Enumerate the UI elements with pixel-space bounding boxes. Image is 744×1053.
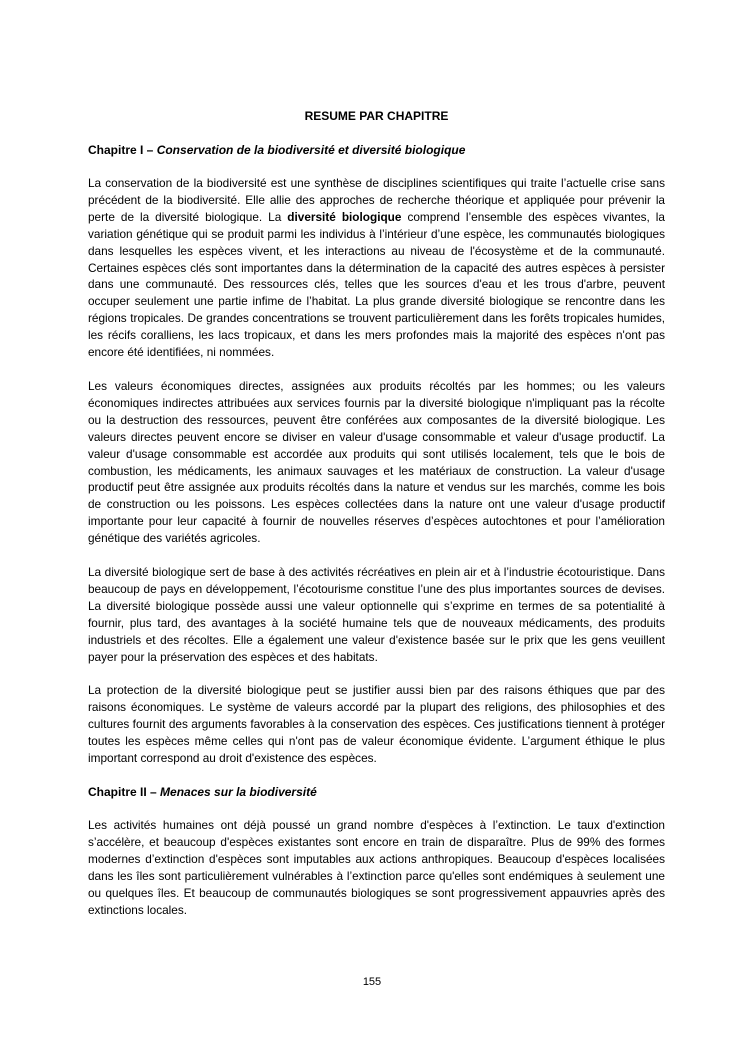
paragraph-2: Les valeurs économiques directes, assignées aux produits récoltés par les hommes; ou les valeurs économiques indirectes attribuées aux services fournis par la diversité biologique n'impliquant pas la récolte ou la destruction des ressources, peuvent être conférées aux composantes de la diversité biologique. Les valeurs directes peuvent encore se diviser en valeur d'usage consommable et valeur d'usage productif. La valeur d'usage consommable est accordée aux produits qui sont utilisés localement, tels que le bois de combustion, les médicaments, les animaux sauvages et les matériaux de construction. La valeur d'usage productif peut être assignée aux produits récoltés dans la nature et vendus sur les marchés, comme les bois de construction ou les poissons. Les espèces collectées dans la nature ont une valeur d'usage productif importante pour leur capacité à fournir de nouvelles réserves d’espèces autochtones et pour l’amélioration génétique des variétés agricoles. xyxy=(88,378,665,546)
page-title: RESUME PAR CHAPITRE xyxy=(304,109,449,123)
paragraph-3: La diversité biologique sert de base à des activités récréatives en plein air et à l’industrie écotouristique. Dans beaucoup de pays en développement, l’écotourisme constitue l’une des plus importantes sources de devises. La diversité biologique possède aussi une valeur optionnelle qui s’exprime en termes de sa potentialité à fournir, plus tard, des avantages à la société humaine tels que de nouveaux médicaments, des produits industriels et des récoltes. Elle a également une valeur d'existence basée sur le prix que les gens veuillent payer pour la préservation des espèces et des habitats. xyxy=(88,565,665,664)
paragraph-4: La protection de la diversité biologique peut se justifier aussi bien par des raisons éthiques que par des raisons économiques. Le système de valeurs accordé par la plupart des religions, des philosophies et des cultures fournit des arguments favorables à la conservation des espèces. Ces justifications tiennent à protéger toutes les espèces même celles qui n'ont pas de valeur économique évidente. L’argument éthique le plus important correspond au droit d'existence des espèces. xyxy=(88,683,665,766)
chapter-1-label: Chapitre I – xyxy=(88,143,157,157)
paragraph-1-bold-term: diversité biologique xyxy=(287,209,402,224)
chapter-2-label: Chapitre II – xyxy=(88,785,161,799)
chapter-2-subtitle: Menaces sur la biodiversité xyxy=(160,785,317,799)
paragraph-1-after: comprend l’ensemble des espèces vivantes, la variation génétique qui se produit parmi les individus à l’intérieur d’une espèce, les communautés biologiques dans lesquelles les espèces vivent, et les interactions au niveau de l'écosystème et de la communauté. Certaines espèces clés sont importantes dans la détermination de la capacité des autres espèces à persister dans une communauté. Des ressources clés, telles que les sources d'eau et les trous d'arbre, peuvent occuper seulement une partie infime de l’habitat. La plus grande diversité biologique se rencontre dans les régions tropicales. De grandes concentrations se trouvent particulièrement dans les forêts tropicales humides, les récifs coralliens, les lacs tropicaux, et dans les mers profondes mais la majorité des espèces n'ont pas encore été identifiées, ni nommées. xyxy=(88,209,665,360)
page-content xyxy=(88,108,665,935)
page-number: 155 xyxy=(362,976,382,988)
paragraph-5: Les activités humaines ont déjà poussé un grand nombre d'espèces à l’extinction. Le taux d'extinction s’accélère, et beaucoup d'espèces existantes sont encore en train de disparaître. Plus de 99% des formes modernes d’extinction d'espèces sont imputables aux actions anthropiques. Beaucoup d'espèces localisées dans les îles sont particulièrement vulnérables à l’extinction parce qu'elles sont endémiques à seulement une ou quelques îles. Et beaucoup de communautés biologiques se sont progressivement appauvries après des extinctions locales. xyxy=(88,818,665,917)
paragraph-1-before: La conservation de la biodiversité est une synthèse de disciplines scientifiques qui traite l’actuelle crise sans précédent de la biodiversité. Elle allie des approches de recherche théorique et appliquée pour prévenir la perte de la diversité biologique. La xyxy=(88,176,665,224)
chapter-2-heading xyxy=(88,784,665,800)
paragraph-1 xyxy=(88,175,665,361)
chapter-1-heading xyxy=(88,142,665,158)
chapter-1-subtitle: Conservation de la biodiversité et diversité biologique xyxy=(156,143,466,157)
